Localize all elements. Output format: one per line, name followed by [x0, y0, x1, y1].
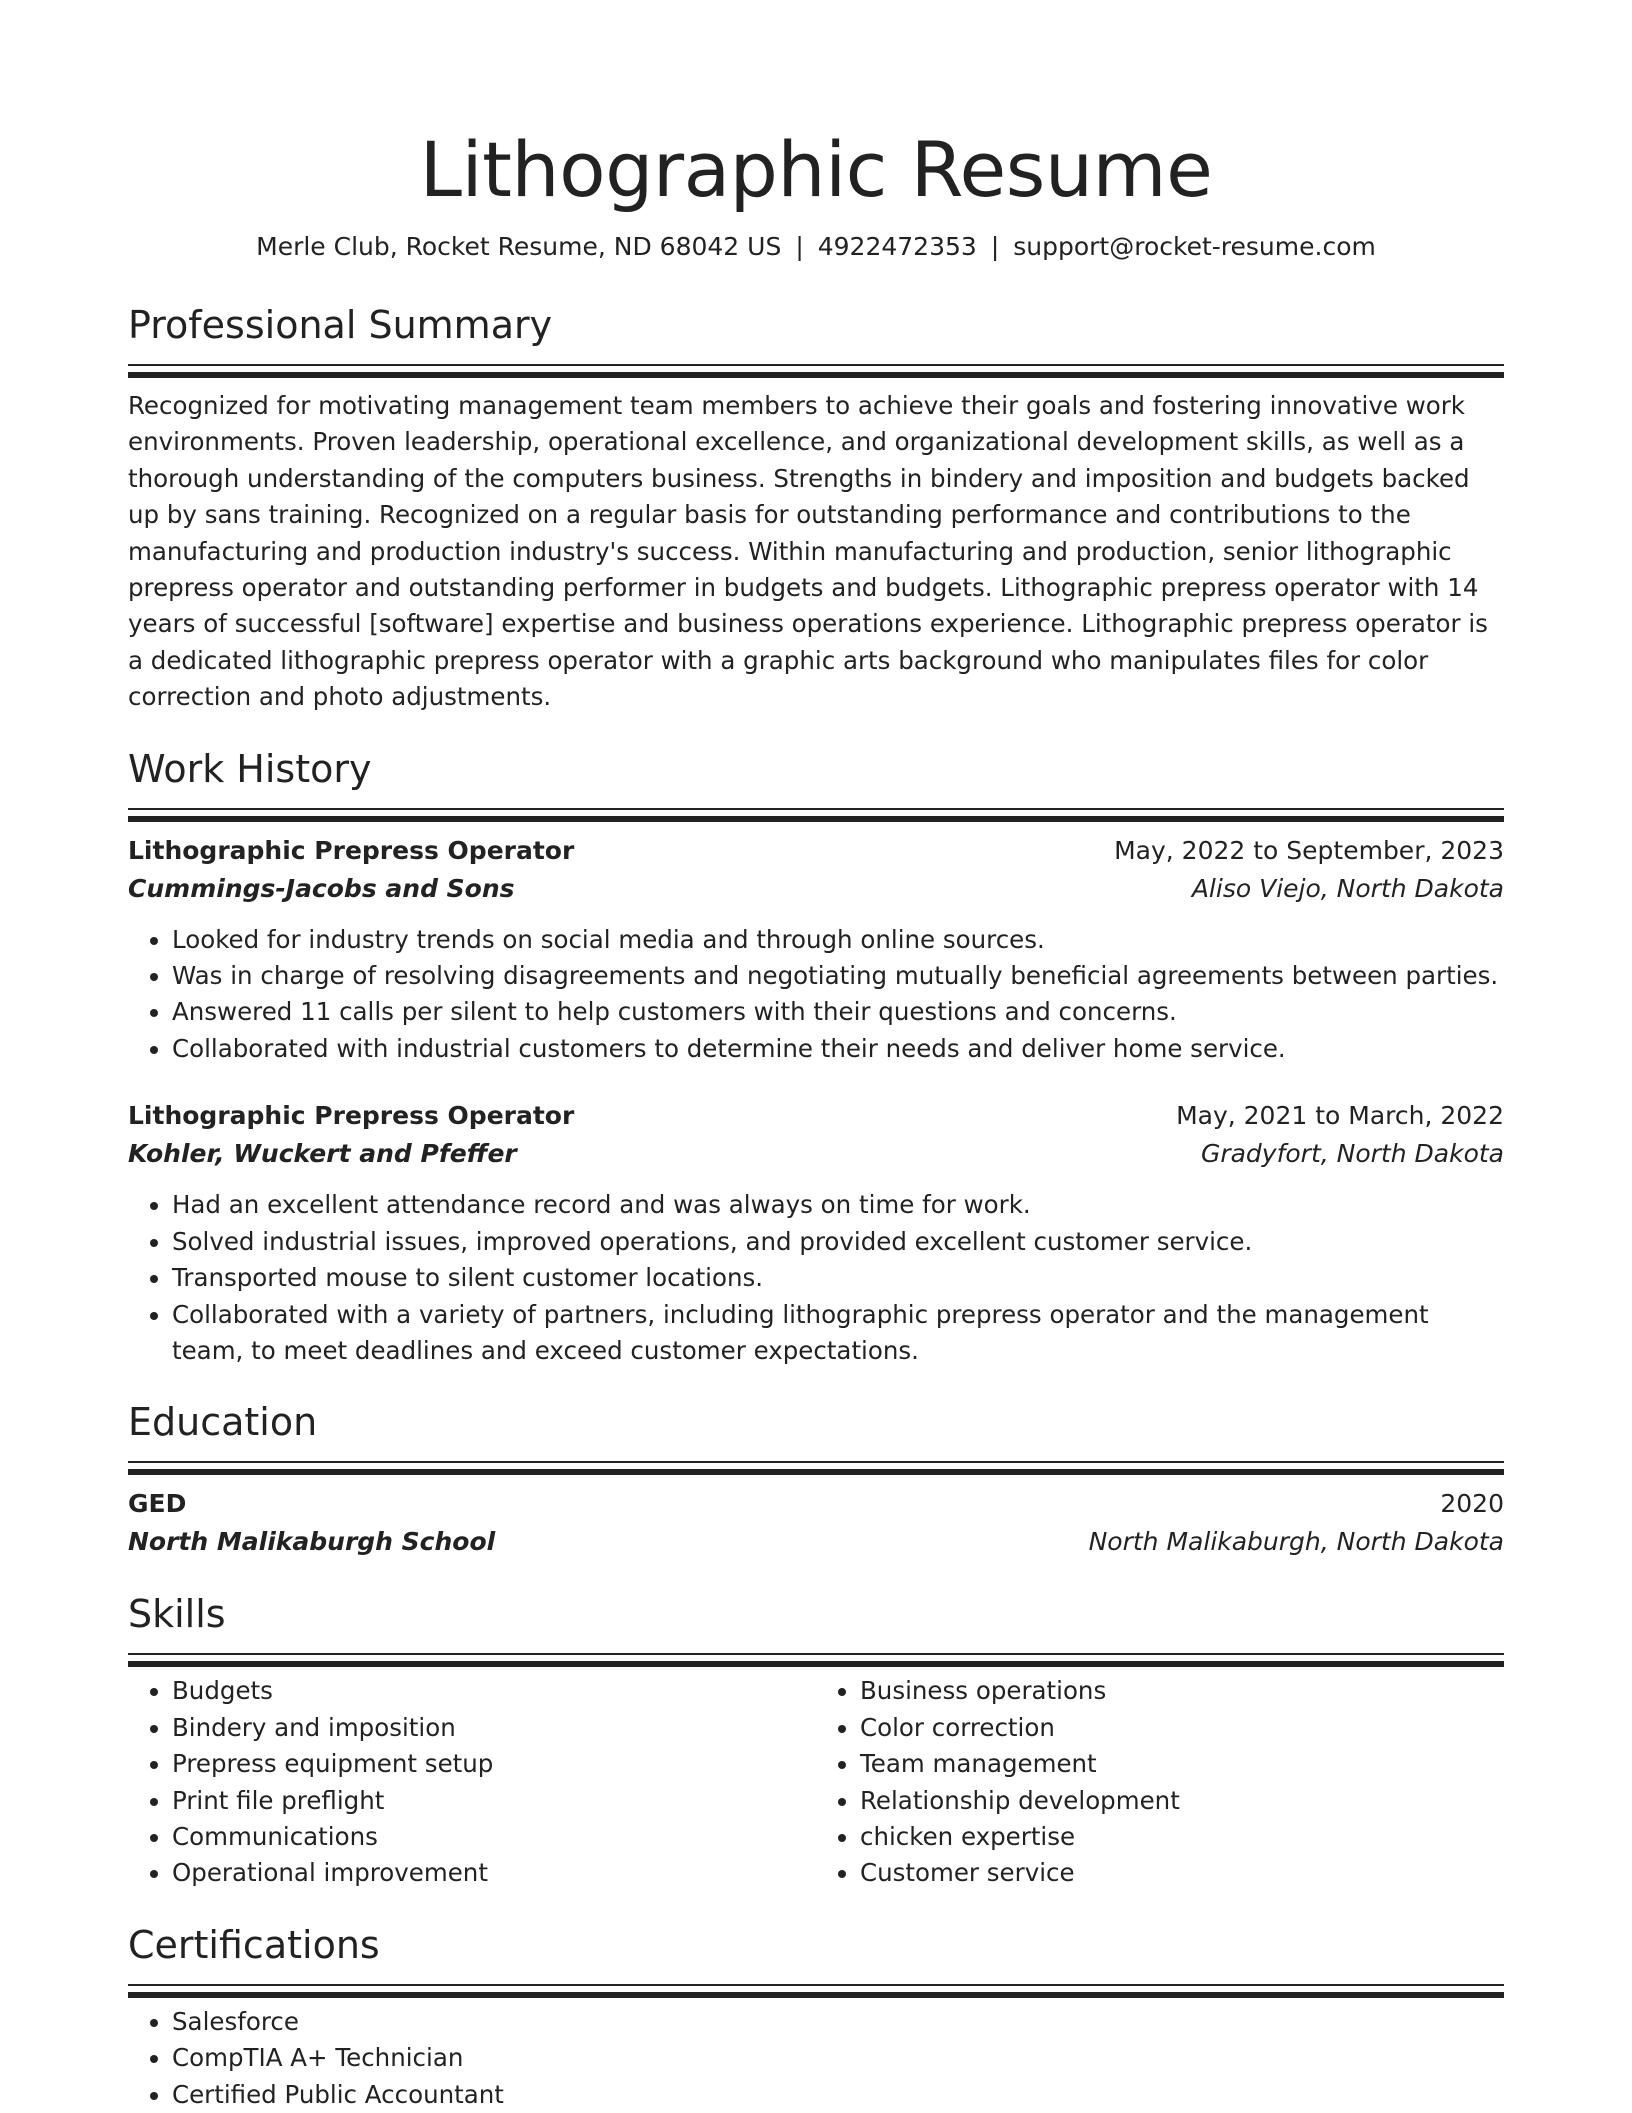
skill-item: • Team management — [860, 1746, 1504, 1782]
section-title-certifications: Certifications — [128, 1922, 380, 1967]
skills-list-left — [128, 1673, 816, 1891]
skill-item: • chicken expertise — [860, 1819, 1504, 1855]
skill-item: • Customer service — [860, 1855, 1504, 1891]
section-divider — [128, 1984, 1504, 1994]
summary-text: Recognized for motivating management team members to achieve their goals and fostering innovative work environments. Proven leadership, operational excellence, and organizational development skills, as well as a thorough understanding of the computers business. Strengths in bindery and imposition and budgets backed up by sans training. Recognized on a regular basis for outstanding performance and contributions to the manufacturing and production industry's success. Within manufacturing and production, senior lithographic prepress operator and outstanding performer in budgets and budgets. Lithographic prepress operator with 14 years of successful [software] expertise and business operations experience. Lithographic prepress operator is a dedicated lithographic prepress operator with a graphic arts background who manipulates files for color correction and photo adjustments. — [128, 391, 1488, 712]
skill-item: • Print file preflight — [172, 1783, 816, 1819]
certification-item: • CompTIA A+ Technician — [172, 2040, 1504, 2076]
job-company: Cummings-Jacobs and Sons — [128, 873, 515, 903]
section-divider — [128, 1653, 1504, 1663]
section-title-work-history: Work History — [128, 746, 372, 791]
education-entry — [128, 1485, 1504, 1561]
section-divider — [128, 364, 1504, 374]
skill-item: • Bindery and imposition — [172, 1710, 816, 1746]
list-item: • Looked for industry trends on social media and through online sources. — [172, 922, 1504, 958]
work-history-section — [128, 744, 1504, 1370]
list-item: • Collaborated with industrial customers to determine their needs and deliver home service. — [172, 1031, 1504, 1067]
job-company: Kohler, Wuckert and Pfeffer — [128, 1139, 517, 1169]
skill-item: • Budgets — [172, 1673, 816, 1709]
section-title-summary: Professional Summary — [128, 303, 553, 347]
certifications-section — [128, 1920, 1504, 2113]
job-bullets — [128, 922, 1504, 1068]
skills-section — [128, 1589, 1504, 1891]
job-entry — [128, 1097, 1504, 1369]
list-item: • Collaborated with a variety of partners, including lithographic prepress operator and the management team, to meet deadlines and exceed customer expectations. — [172, 1297, 1504, 1370]
job-location: Gradyfort, North Dakota — [1200, 1139, 1504, 1169]
education-section — [128, 1397, 1504, 1561]
contact-phone: 4922472353 — [817, 232, 977, 261]
job-dates: May, 2022 to September, 2023 — [1114, 835, 1504, 865]
list-item: • Solved industrial issues, improved operations, and provided excellent customer service. — [172, 1224, 1504, 1260]
list-item: • Was in charge of resolving disagreements and negotiating mutually beneficial agreements between parties. — [172, 958, 1504, 994]
contact-email: support@rocket-resume.com — [1013, 232, 1376, 261]
list-item: • Transported mouse to silent customer locations. — [172, 1260, 1504, 1296]
skills-columns — [128, 1673, 1504, 1891]
job-title: Lithographic Prepress Operator — [128, 1101, 575, 1131]
skill-item: • Color correction — [860, 1710, 1504, 1746]
certification-item: • Salesforce — [172, 2004, 1504, 2040]
section-title-skills: Skills — [128, 1592, 226, 1637]
skill-item: • Communications — [172, 1819, 816, 1855]
job-title: Lithographic Prepress Operator — [128, 835, 575, 865]
contact-separator: | — [990, 232, 1000, 261]
certification-item: • Certified Public Accountant — [172, 2077, 1504, 2113]
section-divider — [128, 808, 1504, 818]
contact-line — [128, 230, 1504, 264]
section-divider — [128, 1461, 1504, 1471]
contact-separator: | — [795, 232, 804, 261]
list-item: • Had an excellent attendance record and was always on time for work. — [172, 1187, 1504, 1223]
skill-item: • Operational improvement — [172, 1855, 816, 1891]
job-dates: May, 2021 to March, 2022 — [1176, 1101, 1504, 1131]
resume-name: Lithographic Resume — [419, 125, 1213, 214]
list-item: • Answered 11 calls per silent to help customers with their questions and concerns. — [172, 994, 1504, 1030]
certifications-list — [128, 2004, 1504, 2113]
contact-address: Merle Club, Rocket Resume, ND 68042 US — [256, 232, 782, 261]
education-year: 2020 — [1440, 1489, 1504, 1519]
education-degree: GED — [128, 1489, 187, 1519]
job-location: Aliso Viejo, North Dakota — [1191, 873, 1504, 903]
education-school: North Malikaburgh School — [128, 1527, 496, 1557]
job-bullets — [128, 1187, 1504, 1369]
job-entry — [128, 832, 1504, 1068]
skill-item: • Business operations — [860, 1673, 1504, 1709]
summary-section — [128, 300, 1504, 716]
skill-item: • Relationship development — [860, 1783, 1504, 1819]
skill-item: • Prepress equipment setup — [172, 1746, 816, 1782]
section-title-education: Education — [128, 1400, 318, 1445]
skills-list-right — [816, 1673, 1504, 1891]
education-location: North Malikaburgh, North Dakota — [1088, 1527, 1504, 1557]
